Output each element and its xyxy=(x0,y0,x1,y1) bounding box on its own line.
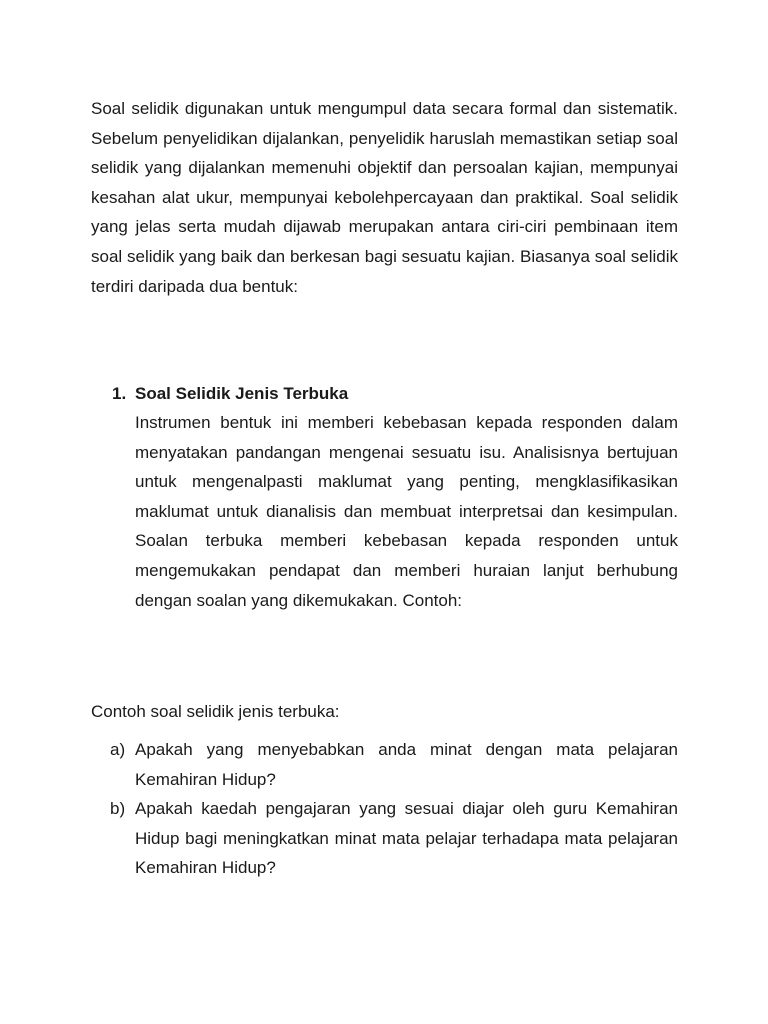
list-item-text: Apakah kaedah pengajaran yang sesuai diajar oleh guru Kemahiran Hidup bagi meningkatkan minat mata pelajar terhadapa mata pelajaran Kemahiran Hidup? xyxy=(135,799,678,878)
examples-title: Contoh soal selidik jenis terbuka: xyxy=(91,702,340,721)
section-title: Soal Selidik Jenis Terbuka xyxy=(135,384,349,403)
list-item-text: Apakah yang menyebabkan anda minat dengan mata pelajaran Kemahiran Hidup? xyxy=(135,740,678,789)
section-number: 1. xyxy=(112,384,127,403)
section-heading xyxy=(112,379,678,408)
examples-list xyxy=(110,735,678,883)
intro-paragraph: Soal selidik digunakan untuk mengumpul data secara formal dan sistematik. Sebelum penyelidikan dijalankan, penyelidik haruslah memastikan setiap soal selidik yang dijalankan memenuhi objektif dan persoalan kajian, mempunyai kesahan alat ukur, mempunyai kebolehpercayaan dan praktikal. Soal selidik yang jelas serta mudah dijawab merupakan antara ciri-ciri pembinaan item soal selidik yang baik dan berkesan bagi sesuatu kajian. Biasanya soal selidik terdiri daripada dua bentuk: xyxy=(91,99,678,296)
section-body: Instrumen bentuk ini memberi kebebasan kepada responden dalam menyatakan pandangan mengenai sesuatu isu. Analisisnya bertujuan untuk mengenalpasti maklumat yang penting, mengklasifikasikan maklumat untuk dianalisis dan membuat interpretsai dan kesimpulan. Soalan terbuka memberi kebebasan kepada responden untuk mengemukakan pendapat dan memberi huraian lanjut berhubung dengan soalan yang dikemukakan. Contoh: xyxy=(135,413,678,610)
list-item xyxy=(110,735,678,794)
list-item-label: b) xyxy=(110,799,126,819)
list-item xyxy=(110,794,678,883)
list-item-label: a) xyxy=(110,740,126,759)
section-open-questionnaire xyxy=(112,379,678,615)
